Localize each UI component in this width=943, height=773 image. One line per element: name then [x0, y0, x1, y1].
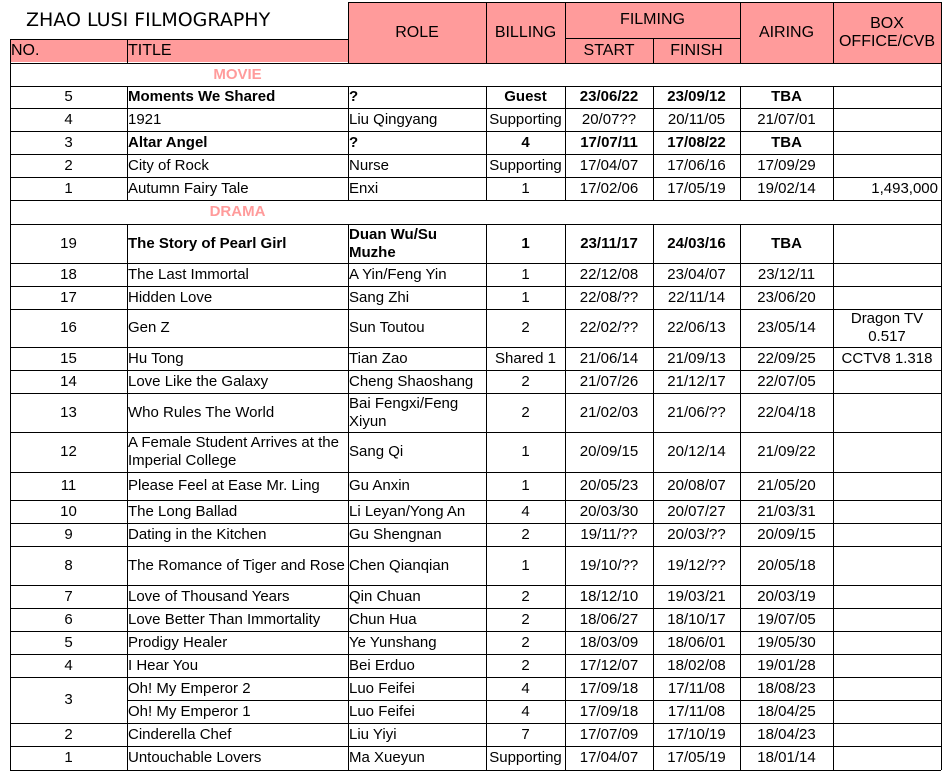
- movie-cell-billing: Guest: [504, 88, 547, 105]
- drama-cell-airing: 23/05/14: [757, 319, 816, 336]
- grid-hline: [10, 63, 941, 64]
- drama-cell-box: Dragon TV 0.517: [850, 310, 924, 345]
- drama-cell-role: Liu Yiyi: [349, 725, 397, 743]
- drama-cell-billing: 2: [521, 403, 530, 421]
- drama-cell-billing: Shared 1: [495, 349, 556, 367]
- drama-cell-airing: 22/04/18: [757, 403, 816, 421]
- drama-cell-airing: 19/05/30: [757, 633, 816, 651]
- drama-cell-airing: 20/09/15: [757, 525, 816, 543]
- drama-cell-finish: 17/10/19: [667, 725, 726, 743]
- movie-cell-finish: 20/11/05: [667, 110, 726, 128]
- drama-cell-no: 3: [64, 691, 73, 708]
- grid-vline: [833, 86, 834, 200]
- grid-vline: [653, 86, 654, 200]
- grid-hline: [10, 393, 941, 394]
- grid-hline: [10, 309, 941, 310]
- drama-cell-start: 22/08/??: [579, 288, 639, 306]
- drama-cell-billing: 1: [521, 234, 530, 252]
- drama-cell-box: [833, 746, 941, 770]
- grid-hline: [10, 131, 941, 132]
- drama-cell-start: 22/12/08: [579, 265, 639, 283]
- drama-cell-finish: 21/06/??: [667, 403, 726, 421]
- movie-cell-no: 4: [64, 110, 73, 128]
- drama-cell-finish: 20/07/27: [667, 502, 726, 520]
- drama-cell-role: Gu Shengnan: [349, 525, 442, 543]
- movie-cell-airing: 17/09/29: [757, 156, 816, 174]
- drama-cell-title: Oh! My Emperor 2: [128, 679, 251, 697]
- header-no: NO.: [10, 40, 127, 62]
- grid-vline: [10, 63, 11, 86]
- drama-cell-title: Oh! My Emperor 1: [128, 702, 251, 720]
- movie-cell-start: 17/04/07: [579, 156, 639, 174]
- movie-cell-billing: 1: [521, 179, 530, 197]
- drama-cell-finish: 18/02/08: [667, 656, 726, 674]
- drama-cell-box: [833, 631, 941, 654]
- grid-vline: [941, 200, 942, 224]
- grid-hline: [10, 677, 941, 678]
- drama-cell-start: 22/02/??: [579, 319, 639, 336]
- drama-cell-finish: 20/12/14: [667, 443, 726, 460]
- drama-cell-billing: 4: [521, 702, 530, 720]
- movie-cell-start: 20/07??: [581, 110, 637, 128]
- drama-cell-finish: 19/03/21: [667, 587, 726, 605]
- movie-cell-role: Enxi: [349, 179, 379, 197]
- grid-hline: [10, 654, 941, 655]
- movie-cell-role: ?: [349, 88, 359, 105]
- drama-cell-title: Untouchable Lovers: [128, 749, 262, 766]
- movie-cell-title: City of Rock: [128, 156, 209, 174]
- movie-cell-box: [833, 154, 941, 177]
- drama-cell-airing: 20/05/18: [757, 556, 816, 574]
- movie-cell-no: 2: [64, 156, 73, 174]
- drama-cell-start: 18/03/09: [579, 633, 639, 651]
- movie-cell-title: 1921: [128, 110, 162, 128]
- grid-vline: [348, 224, 349, 770]
- drama-cell-start: 18/06/27: [579, 610, 639, 628]
- grid-vline: [941, 63, 942, 86]
- drama-cell-finish: 19/12/??: [667, 556, 726, 574]
- drama-cell-no: 1: [64, 749, 73, 766]
- grid-hline: [10, 286, 941, 287]
- header-billing: BILLING: [486, 2, 565, 64]
- grid-vline: [740, 86, 741, 200]
- grid-hline: [10, 263, 941, 264]
- drama-cell-box: [833, 723, 941, 746]
- header-box-office: BOX OFFICE/CVB: [833, 2, 941, 64]
- drama-cell-box: [833, 677, 941, 700]
- drama-cell-airing: 21/03/31: [757, 502, 816, 520]
- movie-cell-role: ?: [349, 133, 359, 151]
- drama-cell-box: [833, 432, 941, 472]
- drama-cell-box: [833, 500, 941, 523]
- drama-cell-finish: 17/11/08: [667, 679, 726, 697]
- grid-hline: [10, 432, 941, 433]
- grid-vline: [941, 86, 942, 200]
- drama-cell-start: 20/03/30: [579, 502, 639, 520]
- drama-cell-role: Luo Feifei: [349, 702, 415, 720]
- header-vline: [565, 2, 566, 63]
- drama-cell-box: CCTV8 1.318: [841, 349, 933, 367]
- grid-hline: [10, 177, 941, 178]
- header-finish: FINISH: [653, 38, 740, 64]
- drama-cell-billing: 4: [521, 502, 530, 520]
- movie-cell-start: 17/07/11: [580, 133, 638, 151]
- movie-cell-no: 3: [64, 133, 73, 151]
- drama-cell-role: Bei Erduo: [349, 656, 415, 674]
- movie-cell-finish: 23/09/12: [667, 88, 726, 105]
- drama-cell-box: [833, 585, 941, 608]
- drama-cell-finish: 20/08/07: [667, 477, 726, 494]
- drama-cell-billing: 1: [521, 265, 530, 283]
- drama-cell-airing: 23/12/11: [757, 265, 816, 283]
- grid-hline: [10, 154, 941, 155]
- grid-vline: [565, 224, 566, 770]
- grid-hline: [10, 347, 941, 348]
- drama-cell-start: 21/06/14: [579, 349, 639, 367]
- drama-cell-start: 21/07/26: [579, 372, 639, 390]
- drama-cell-no: 6: [64, 610, 73, 628]
- drama-cell-finish: 22/06/13: [667, 319, 726, 336]
- drama-cell-box: [833, 370, 941, 393]
- drama-cell-title: Please Feel at Ease Mr. Ling: [128, 477, 320, 494]
- movie-cell-finish: 17/05/19: [667, 179, 726, 197]
- movie-cell-role: Nurse: [349, 156, 390, 174]
- header-role: ROLE: [348, 2, 486, 64]
- grid-vline: [10, 86, 11, 200]
- drama-cell-title: A Female Student Arrives at the Imperial College: [128, 434, 339, 469]
- drama-cell-airing: 22/09/25: [757, 349, 816, 367]
- drama-cell-title: Gen Z: [128, 319, 170, 336]
- drama-cell-box: [833, 224, 941, 263]
- header-filming: FILMING: [565, 2, 740, 38]
- movie-cell-finish: 17/06/16: [667, 156, 726, 174]
- drama-cell-role: Qin Chuan: [349, 587, 421, 605]
- drama-cell-finish: 21/12/17: [667, 372, 726, 390]
- drama-cell-no: 8: [64, 556, 73, 574]
- drama-cell-box: [833, 654, 941, 677]
- grid-hline: [10, 200, 941, 201]
- drama-cell-title: The Romance of Tiger and Rose: [128, 556, 345, 574]
- drama-cell-finish: 18/06/01: [667, 633, 726, 651]
- drama-cell-billing: Supporting: [489, 749, 562, 766]
- header-top-line: [348, 2, 941, 3]
- movie-cell-box: 1,493,000: [871, 179, 938, 197]
- drama-cell-finish: 24/03/16: [667, 234, 726, 252]
- drama-cell-box: [833, 700, 941, 723]
- header-vline: [653, 38, 654, 63]
- drama-cell-finish: 21/09/13: [667, 349, 726, 367]
- drama-cell-no: 16: [60, 319, 77, 336]
- grid-hline: [10, 770, 941, 771]
- drama-cell-title: Cinderella Chef: [128, 725, 232, 743]
- drama-cell-role: Chun Hua: [349, 610, 417, 628]
- drama-cell-no: 7: [64, 587, 73, 605]
- drama-cell-box: [833, 393, 941, 432]
- drama-cell-role: Gu Anxin: [349, 477, 410, 494]
- grid-hline: [10, 585, 941, 586]
- drama-cell-title: The Story of Pearl Girl: [128, 234, 287, 252]
- grid-vline: [348, 86, 349, 200]
- drama-cell-title: Who Rules The World: [128, 403, 275, 421]
- drama-cell-airing: 22/07/05: [757, 372, 816, 390]
- drama-cell-role: Sang Qi: [349, 443, 404, 460]
- drama-cell-finish: 22/11/14: [667, 288, 726, 306]
- drama-cell-role: A Yin/Feng Yin: [349, 265, 447, 283]
- drama-cell-billing: 2: [521, 587, 530, 605]
- drama-cell-no: 19: [60, 234, 77, 252]
- drama-cell-title: Hu Tong: [128, 349, 184, 367]
- drama-cell-role: Bai Fengxi/Feng Xiyun: [349, 394, 459, 430]
- drama-cell-role: Sang Zhi: [349, 288, 410, 306]
- header-vline: [127, 40, 128, 63]
- grid-vline: [10, 224, 11, 770]
- drama-cell-title: Hidden Love: [128, 288, 213, 306]
- drama-cell-no: 5: [64, 633, 73, 651]
- drama-cell-no: 11: [60, 477, 77, 494]
- drama-cell-no: 14: [60, 372, 77, 390]
- grid-hline: [10, 631, 941, 632]
- drama-cell-role: Cheng Shaoshang: [349, 372, 474, 390]
- section-label-movie: MOVIE: [213, 65, 262, 83]
- drama-cell-billing: 1: [521, 477, 530, 494]
- movie-cell-start: 17/02/06: [579, 179, 639, 197]
- drama-cell-billing: 2: [521, 656, 530, 674]
- header-title: TITLE: [127, 40, 348, 62]
- grid-hline: [10, 224, 941, 225]
- drama-cell-finish: 23/04/07: [667, 265, 726, 283]
- drama-cell-billing: 2: [521, 525, 530, 543]
- movie-cell-title: Autumn Fairy Tale: [128, 179, 249, 197]
- grid-hline: [10, 523, 941, 524]
- movie-cell-box: [833, 108, 941, 131]
- drama-cell-airing: 18/08/23: [757, 679, 816, 697]
- grid-vline: [565, 86, 566, 200]
- drama-cell-box: [833, 608, 941, 631]
- grid-vline: [486, 86, 487, 200]
- drama-cell-billing: 2: [521, 372, 530, 390]
- movie-cell-billing: Supporting: [489, 156, 562, 174]
- drama-cell-billing: 4: [521, 679, 530, 697]
- header-vline: [10, 40, 11, 63]
- drama-cell-box: [833, 286, 941, 309]
- drama-cell-box: [833, 263, 941, 286]
- drama-cell-no: 9: [64, 525, 73, 543]
- movie-cell-box: [833, 86, 941, 108]
- drama-cell-airing: 18/04/23: [757, 725, 816, 743]
- grid-vline: [10, 200, 11, 224]
- drama-cell-start: 21/02/03: [579, 403, 639, 421]
- drama-cell-title: I Hear You: [128, 656, 199, 674]
- drama-cell-start: 17/09/18: [579, 679, 639, 697]
- drama-cell-start: 20/05/23: [579, 477, 639, 494]
- header-title-line: [10, 39, 348, 40]
- drama-cell-role: Luo Feifei: [349, 679, 415, 697]
- drama-cell-airing: 18/04/25: [757, 702, 816, 720]
- drama-cell-start: 17/12/07: [579, 656, 639, 674]
- grid-vline: [941, 224, 942, 770]
- drama-cell-airing: 19/07/05: [757, 610, 816, 628]
- grid-hline: [10, 500, 941, 501]
- movie-cell-title: Altar Angel: [128, 133, 208, 151]
- drama-cell-billing: 2: [521, 319, 530, 336]
- header-vline: [348, 2, 349, 63]
- grid-hline: [10, 86, 941, 87]
- grid-hline: [10, 546, 941, 547]
- drama-cell-no: 18: [60, 265, 77, 283]
- header-vline: [486, 2, 487, 63]
- movie-cell-no: 1: [64, 179, 73, 197]
- header-start: START: [565, 38, 653, 64]
- drama-cell-start: 17/04/07: [579, 749, 639, 766]
- drama-cell-start: 17/07/09: [579, 725, 639, 743]
- header-airing: AIRING: [740, 2, 833, 64]
- grid-vline: [127, 86, 128, 200]
- drama-cell-airing: 19/01/28: [757, 656, 816, 674]
- drama-cell-airing: 20/03/19: [757, 587, 816, 605]
- drama-cell-finish: 17/05/19: [667, 749, 726, 766]
- drama-cell-title: Love Like the Galaxy: [128, 372, 269, 390]
- drama-cell-no: 13: [60, 403, 77, 421]
- grid-hline: [10, 608, 941, 609]
- movie-cell-no: 5: [64, 88, 73, 105]
- drama-cell-finish: 18/10/17: [667, 610, 726, 628]
- movie-cell-title: Moments We Shared: [128, 88, 276, 105]
- drama-cell-box: [833, 472, 941, 500]
- drama-cell-billing: 2: [521, 633, 530, 651]
- header-vline: [941, 2, 942, 63]
- movie-cell-box: [833, 131, 941, 154]
- grid-hline: [10, 746, 941, 747]
- grid-vline: [653, 224, 654, 770]
- drama-cell-start: 17/09/18: [579, 702, 639, 720]
- grid-hline: [10, 108, 941, 109]
- drama-cell-airing: TBA: [771, 234, 802, 252]
- drama-cell-billing: 1: [521, 288, 530, 306]
- drama-cell-role: Chen Qianqian: [349, 556, 450, 574]
- drama-cell-no: 17: [60, 288, 77, 306]
- drama-cell-no: 2: [64, 725, 73, 743]
- drama-cell-start: 23/11/17: [580, 234, 638, 252]
- drama-cell-title: Love of Thousand Years: [128, 587, 290, 605]
- drama-cell-billing: 1: [521, 443, 530, 460]
- drama-cell-airing: 18/01/14: [757, 749, 816, 766]
- drama-cell-billing: 7: [521, 725, 530, 743]
- drama-cell-title: Love Better Than Immortality: [128, 610, 321, 628]
- movie-cell-billing: Supporting: [489, 110, 562, 128]
- drama-cell-finish: 17/11/08: [667, 702, 726, 720]
- movie-cell-airing: 21/07/01: [757, 110, 816, 128]
- grid-vline: [486, 224, 487, 770]
- drama-cell-title: The Long Ballad: [128, 502, 238, 520]
- header-vline: [740, 2, 741, 63]
- header-vline: [833, 2, 834, 63]
- drama-cell-role: Ma Xueyun: [349, 749, 425, 766]
- drama-cell-title: The Last Immortal: [128, 265, 249, 283]
- drama-cell-billing: 2: [521, 610, 530, 628]
- drama-cell-no: 10: [60, 502, 77, 520]
- drama-cell-role: Ye Yunshang: [349, 633, 437, 651]
- drama-cell-role: Sun Toutou: [349, 319, 425, 336]
- grid-hline: [10, 472, 941, 473]
- grid-vline: [740, 224, 741, 770]
- drama-cell-title: Prodigy Healer: [128, 633, 228, 651]
- movie-cell-finish: 17/08/22: [667, 133, 726, 151]
- drama-cell-no: 12: [60, 443, 77, 460]
- grid-vline: [833, 224, 834, 770]
- grid-vline: [127, 224, 128, 770]
- drama-cell-start: 20/09/15: [579, 443, 639, 460]
- drama-cell-airing: 21/05/20: [757, 477, 816, 494]
- drama-cell-no: 15: [60, 349, 77, 367]
- drama-cell-start: 18/12/10: [579, 587, 639, 605]
- drama-cell-airing: 21/09/22: [757, 443, 816, 460]
- drama-cell-no: 4: [64, 656, 73, 674]
- drama-cell-title: Dating in the Kitchen: [128, 525, 267, 543]
- movie-cell-start: 23/06/22: [579, 88, 639, 105]
- movie-cell-airing: TBA: [771, 88, 802, 105]
- drama-cell-box: [833, 546, 941, 585]
- drama-cell-box: [833, 523, 941, 546]
- grid-hline: [10, 370, 941, 371]
- drama-cell-finish: 20/03/??: [667, 525, 726, 543]
- drama-cell-role: Li Leyan/Yong An: [349, 502, 466, 520]
- drama-cell-start: 19/10/??: [579, 556, 639, 574]
- drama-cell-start: 19/11/??: [580, 525, 638, 543]
- movie-cell-billing: 4: [521, 133, 530, 151]
- drama-cell-billing: 1: [521, 556, 530, 574]
- drama-cell-role: Tian Zao: [349, 349, 408, 367]
- grid-hline: [127, 700, 941, 701]
- movie-cell-role: Liu Qingyang: [349, 110, 438, 128]
- sheet-title: ZHAO LUSI FILMOGRAPHY: [10, 2, 348, 38]
- section-label-drama: DRAMA: [209, 203, 266, 220]
- drama-cell-airing: 23/06/20: [757, 288, 816, 306]
- movie-cell-airing: 19/02/14: [757, 179, 816, 197]
- drama-cell-role: Duan Wu/Su Muzhe: [349, 225, 438, 261]
- grid-hline: [10, 723, 941, 724]
- movie-cell-airing: TBA: [771, 133, 802, 151]
